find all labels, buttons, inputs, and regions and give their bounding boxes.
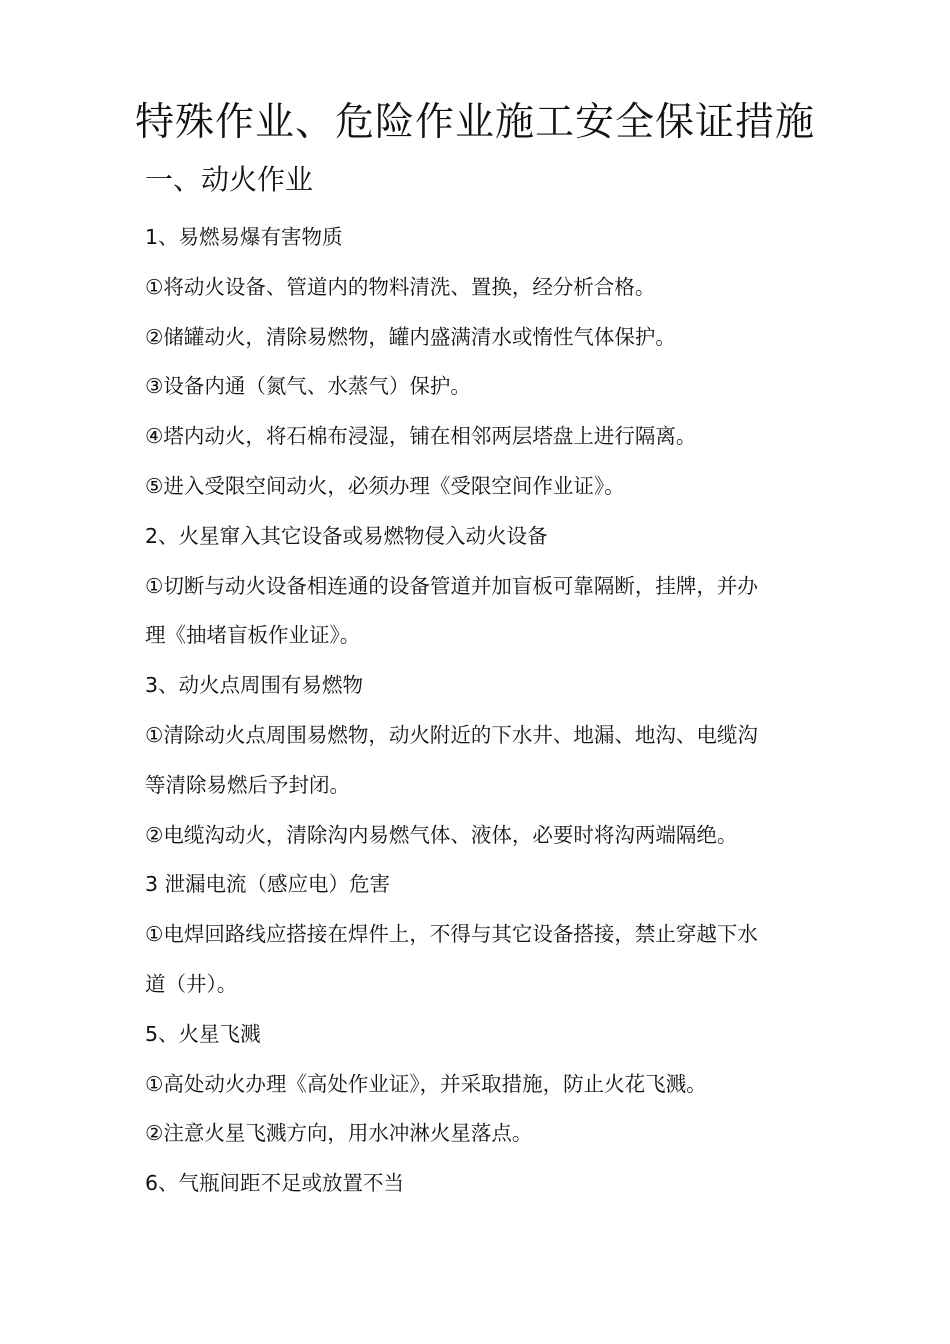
paragraph-line: ①高处动火办理《高处作业证》，并采取措施，防止火花飞溅。 (145, 1071, 707, 1096)
subheading-leakage-current: 3 泄漏电流（感应电）危害 (145, 872, 391, 897)
paragraph-line: ②储罐动火，清除易燃物，罐内盛满清水或惰性气体保护。 (145, 324, 676, 349)
paragraph-line: 理《抽堵盲板作业证》。 (145, 623, 361, 648)
paragraph-line: 等清除易燃后予封闭。 (145, 772, 350, 797)
paragraph-line: ①将动火设备、管道内的物料清洗、置换，经分析合格。 (145, 274, 656, 299)
subheading-spark-splash: 5、火星飞溅 (145, 1021, 261, 1046)
document-body (145, 213, 825, 1209)
paragraph-line: ④塔内动火，将石棉布浸湿，铺在相邻两层塔盘上进行隔离。 (145, 424, 697, 449)
subheading-surrounding-flammables: 3、动火点周围有易燃物 (145, 673, 364, 698)
paragraph-line: ②注意火星飞溅方向，用水冲淋火星落点。 (145, 1121, 533, 1146)
paragraph-line: 道（井）。 (145, 971, 238, 996)
document-title: 特殊作业、危险作业施工安全保证措施 (134, 100, 815, 145)
paragraph-line: ⑤进入受限空间动火，必须办理《受限空间作业证》。 (145, 473, 625, 498)
subheading-spark-intrusion: 2、火星窜入其它设备或易燃物侵入动火设备 (145, 523, 548, 548)
subheading-gas-cylinders: 6、气瓶间距不足或放置不当 (145, 1171, 405, 1196)
paragraph-line: ①电焊回路线应搭接在焊件上，不得与其它设备搭接，禁止穿越下水 (145, 922, 758, 947)
paragraph-line: ②电缆沟动火，清除沟内易燃气体、液体，必要时将沟两端隔绝。 (145, 822, 738, 847)
paragraph-line: ③设备内通（氮气、水蒸气）保护。 (145, 374, 471, 399)
paragraph-line: ①切断与动火设备相连通的设备管道并加盲板可靠隔断，挂牌，并办 (145, 573, 758, 598)
subheading-flammable-substances: 1、易燃易爆有害物质 (145, 225, 343, 249)
section-heading: 一、动火作业 (145, 163, 314, 196)
paragraph-line: ①清除动火点周围易燃物，动火附近的下水井、地漏、地沟、电缆沟 (145, 722, 758, 747)
